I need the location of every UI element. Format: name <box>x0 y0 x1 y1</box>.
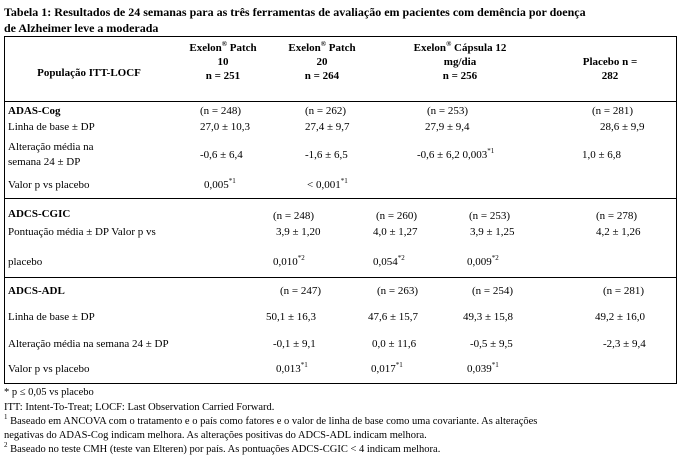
cgic-section-title: ADCS-CGIC <box>8 208 71 220</box>
cgic-p-col1: 0,010$^{*2}$ <box>273 254 305 268</box>
adas-change-label-2: semana 24 ± DP <box>8 156 81 168</box>
table-title-line1: Tabela 1: Resultados de 24 semanas para as três ferramentas de avaliação em pacientes com demência por doença <box>4 5 586 19</box>
adas-p-col2: < $0,001^{*1}$ <box>307 177 348 191</box>
adas-n-col2: (n = 262) <box>305 105 347 117</box>
adl-n-col1: (n = 247) <box>280 285 322 297</box>
adl-baseline-col3: 49,3 ± 15,8 <box>463 311 514 323</box>
cgic-score-col4: 4,2 ± 1,26 <box>596 226 641 238</box>
adas-change-col4: 1,0 ± 6,8 <box>582 149 622 161</box>
header-col2-n: n = 264 <box>304 70 340 82</box>
cgic-p-col2: 0,054$^{*2}$ <box>373 254 405 268</box>
adas-baseline-label: Linha de base ± DP <box>8 121 95 133</box>
adas-p-label: Valor p vs placebo <box>8 179 90 191</box>
adas-baseline-col4: 28,6 ± 9,9 <box>600 121 645 133</box>
header-col4-name: Placebo n = <box>582 56 638 68</box>
adas-section-title: ADAS-Cog <box>8 105 61 117</box>
cgic-bottom-border <box>4 277 676 278</box>
footnote-significance: * p ≤ 0,05 vs placebo <box>4 387 94 398</box>
adl-p-label: Valor p vs placebo <box>8 363 90 375</box>
cgic-p-col3: 0,009$^{*2}$ <box>467 254 499 268</box>
header-col3-dose: mg/dia <box>443 56 477 68</box>
table-title-line2: de Alzheimer leve a moderada <box>4 21 159 35</box>
adas-baseline-col3: 27,9 ± 9,4 <box>425 121 470 133</box>
cgic-score-col1: 3,9 ± 1,20 <box>276 226 321 238</box>
cgic-n-col3: (n = 253) <box>469 210 511 222</box>
adl-change-col3: -0,5 ± 9,5 <box>470 338 513 350</box>
adas-change-col3: -0,6 ± 6,2 0,003$^{*1}$ <box>417 147 495 161</box>
adas-n-col3: (n = 253) <box>427 105 469 117</box>
cgic-p-label: placebo <box>8 256 43 268</box>
header-col4-n: 282 <box>601 70 619 82</box>
adl-n-col4: (n = 281) <box>603 285 645 297</box>
adl-baseline-col4: 49,2 ± 16,0 <box>595 311 646 323</box>
cgic-score-col2: 4,0 ± 1,27 <box>373 226 418 238</box>
adas-bottom-border <box>4 198 676 199</box>
adl-p-col2: 0,017$^{*1}$ <box>371 361 403 375</box>
adl-p-col1: 0,013$^{*1}$ <box>276 361 308 375</box>
footnote-cmh: $^2$ Baseado no teste CMH (teste van Elteren) por país. As pontuações ADCS-CGIC < 4 indicam melhora. <box>4 441 441 455</box>
adas-baseline-col2: 27,4 ± 9,7 <box>305 121 350 133</box>
adas-p-col1: 0,005$^{*1}$ <box>204 177 236 191</box>
header-col3-n: n = 256 <box>442 70 478 82</box>
adl-change-label: Alteração média na semana 24 ± DP <box>8 338 169 350</box>
header-col3-name: Exelon® Cápsula 12 <box>413 40 507 54</box>
adas-change-label-1: Alteração média na <box>8 141 94 153</box>
adas-change-col1: -0,6 ± 6,4 <box>200 149 243 161</box>
adas-n-col4: (n = 281) <box>592 105 634 117</box>
header-col1-n: n = 251 <box>205 70 241 82</box>
header-bottom-border <box>4 101 676 102</box>
footnote-itt: ITT: Intent-To-Treat; LOCF: Last Observation Carried Forward. <box>4 402 275 413</box>
adl-p-col3: 0,039$^{*1}$ <box>467 361 499 375</box>
header-col2-name: Exelon® Patch <box>288 40 356 54</box>
cgic-score-col3: 3,9 ± 1,25 <box>470 226 515 238</box>
footnote-ancova: $^1$ Baseado em ANCOVA com o tratamento e o país como fatores e o valor de linha de base como uma covariante. As alterações <box>4 413 538 427</box>
cgic-score-label: Pontuação média ± DP Valor p vs <box>8 226 156 238</box>
cgic-n-col4: (n = 278) <box>596 210 638 222</box>
footnote-ancova-cont: negativas do ADAS-Cog indicam melhora. As alterações positivas do ADCS-ADL indicam melhora. <box>4 430 427 441</box>
header-col2-dose: 20 <box>316 56 328 68</box>
header-population: População ITT-LOCF <box>37 67 141 79</box>
adl-section-title: ADCS-ADL <box>8 285 65 297</box>
adas-baseline-col1: 27,0 ± 10,3 <box>200 121 251 133</box>
adl-n-col2: (n = 263) <box>377 285 419 297</box>
table-top-border <box>4 36 676 37</box>
header-col1-dose: 10 <box>217 56 229 68</box>
adl-n-col3: (n = 254) <box>472 285 514 297</box>
adl-baseline-label: Linha de base ± DP <box>8 311 95 323</box>
adl-change-col4: -2,3 ± 9,4 <box>603 338 646 350</box>
adas-change-col2: -1,6 ± 6,5 <box>305 149 348 161</box>
table-right-border <box>676 36 677 384</box>
table-bottom-border <box>4 383 676 384</box>
adas-n-col1: (n = 248) <box>200 105 242 117</box>
header-col1-name: Exelon® Patch <box>189 40 257 54</box>
table-left-border <box>4 36 5 384</box>
adl-change-col2: 0,0 ± 11,6 <box>372 338 417 350</box>
cgic-n-col1: (n = 248) <box>273 210 315 222</box>
adl-baseline-col1: 50,1 ± 16,3 <box>266 311 317 323</box>
adl-change-col1: -0,1 ± 9,1 <box>273 338 316 350</box>
cgic-n-col2: (n = 260) <box>376 210 418 222</box>
adl-baseline-col2: 47,6 ± 15,7 <box>368 311 419 323</box>
